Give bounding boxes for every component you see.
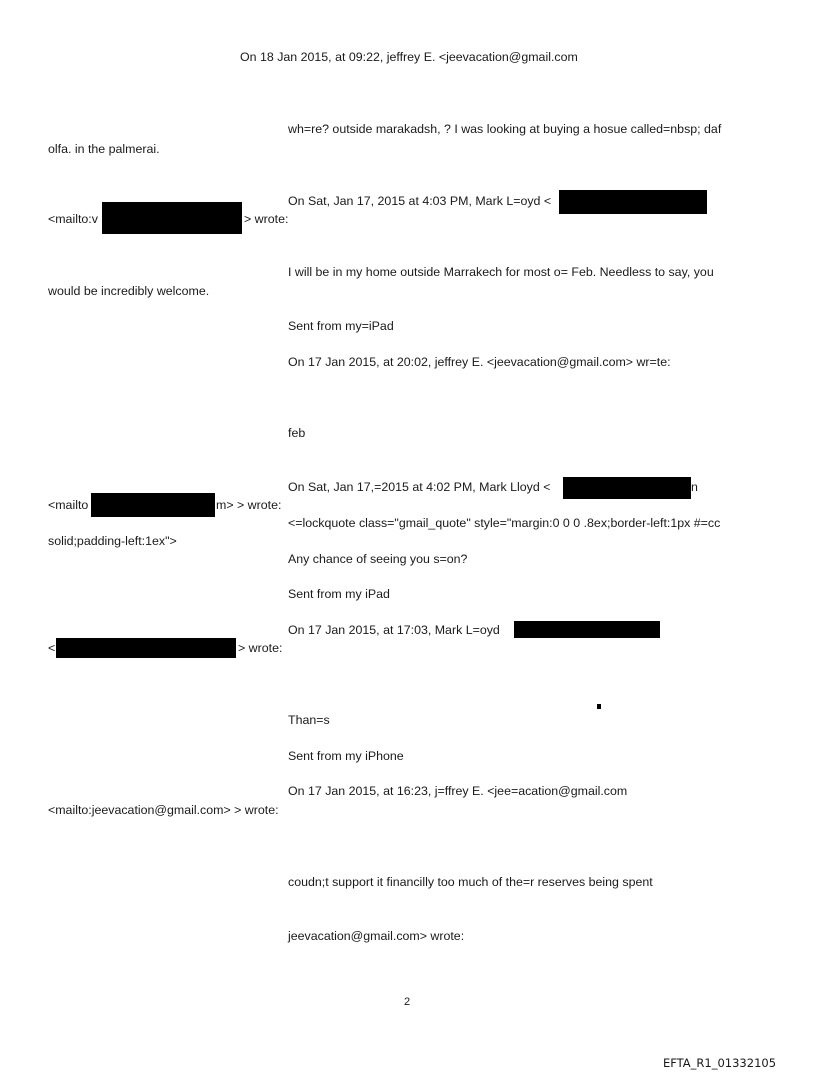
body-line: Sent from my iPhone (288, 749, 404, 763)
body-line: wh=re? outside marakadsh, ? I was looking at buying a hosue called=nbsp; daf (288, 122, 722, 136)
body-line: <mailto:jeevacation@gmail.com> > wrote: (48, 803, 279, 817)
stray-mark (597, 704, 601, 709)
body-line: <mailto:v (48, 212, 98, 226)
body-line: Sent from my iPad (288, 587, 390, 601)
body-line: m> > wrote: (216, 498, 282, 512)
redaction-box (56, 638, 236, 658)
body-line: jeevacation@gmail.com> wrote: (288, 929, 465, 943)
body-line: On 17 Jan 2015, at 17:03, Mark L=oyd (288, 623, 500, 637)
redaction-box (102, 202, 242, 234)
body-line: would be incredibly welcome. (48, 284, 210, 298)
body-line: < (48, 641, 56, 655)
body-line: <=lockquote class="gmail_quote" style="margin:0 0 0 .8ex;border-left:1px #=cc (288, 516, 721, 530)
bates-number: EFTA_R1_01332105 (663, 1056, 777, 1070)
email-header-line: On 18 Jan 2015, at 09:22, jeffrey E. <jeevacation@gmail.com (240, 50, 578, 64)
body-line: > wrote: (238, 641, 283, 655)
redaction-box (559, 190, 707, 214)
page-number: 2 (404, 996, 411, 1008)
body-line: olfa. in the palmerai. (48, 142, 160, 156)
body-line: On Sat, Jan 17, 2015 at 4:03 PM, Mark L=oyd < (288, 194, 552, 208)
body-line: n (691, 480, 698, 494)
body-line: Than=s (288, 713, 330, 727)
body-line: I will be in my home outside Marrakech for most o= Feb. Needless to say, you (288, 265, 714, 279)
body-line: On 17 Jan 2015, at 20:02, jeffrey E. <jeevacation@gmail.com> wr=te: (288, 355, 671, 369)
body-line: > wrote: (244, 212, 289, 226)
body-line: feb (288, 426, 306, 440)
body-line: On 17 Jan 2015, at 16:23, j=ffrey E. <jee=acation@gmail.com (288, 784, 628, 798)
body-line: <mailto (48, 498, 89, 512)
redaction-box (514, 621, 660, 638)
body-line: coudn;t support it financilly too much of the=r reserves being spent (288, 875, 653, 889)
redaction-box (91, 493, 215, 517)
body-line: solid;padding-left:1ex"> (48, 534, 177, 548)
body-line: Any chance of seeing you s=on? (288, 552, 468, 566)
redaction-box (563, 477, 691, 499)
body-line: Sent from my=iPad (288, 319, 394, 333)
body-line: On Sat, Jan 17,=2015 at 4:02 PM, Mark Lloyd < (288, 480, 551, 494)
